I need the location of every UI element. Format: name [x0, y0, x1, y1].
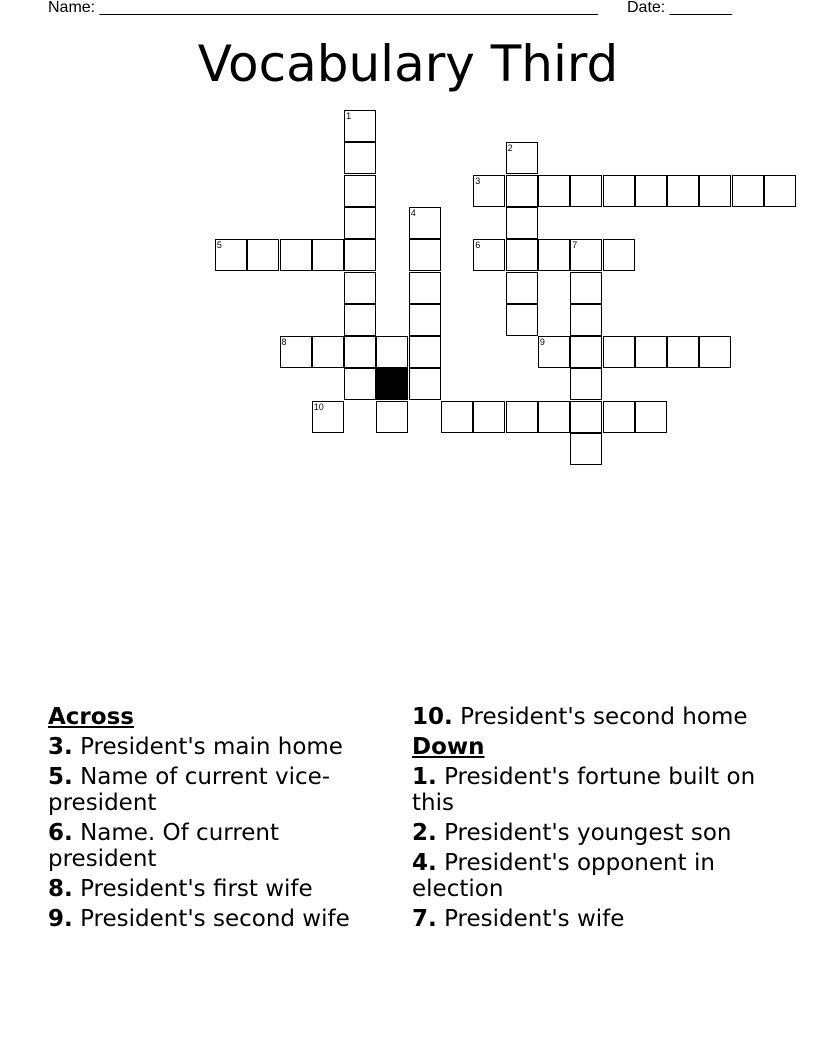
date-field[interactable]: Date: _______: [627, 0, 732, 16]
grid-cell[interactable]: [570, 304, 602, 336]
clue-number-label: 2: [507, 143, 513, 154]
grid-cell[interactable]: [473, 175, 505, 207]
grid-cell[interactable]: [344, 207, 376, 239]
clue-down-7: [412, 906, 782, 932]
grid-cell[interactable]: [538, 175, 570, 207]
grid-cell-black: [376, 368, 408, 400]
grid-cell[interactable]: [635, 175, 667, 207]
grid-cell[interactable]: [506, 142, 538, 174]
clue-number-label: 1: [346, 111, 352, 121]
clue-down-4: [412, 850, 782, 902]
clue-number: 2.: [412, 820, 437, 846]
clue-text: President's wife: [444, 906, 625, 932]
grid-cell[interactable]: [344, 175, 376, 207]
clue-number: 9.: [48, 906, 73, 932]
grid-cell[interactable]: [538, 401, 570, 433]
grid-cell[interactable]: [603, 401, 635, 433]
grid-cell[interactable]: [764, 175, 796, 207]
grid-cell[interactable]: [506, 401, 538, 433]
grid-cell[interactable]: [506, 175, 538, 207]
grid-cell[interactable]: [667, 175, 699, 207]
grid-cell[interactable]: [603, 175, 635, 207]
grid-cell[interactable]: [570, 175, 602, 207]
clue-across-10: [412, 704, 782, 730]
grid-cell[interactable]: [732, 175, 764, 207]
page-title: Vocabulary Third: [197, 35, 619, 93]
grid-cell[interactable]: [344, 304, 376, 336]
clue-number-label: 7: [572, 240, 578, 251]
clue-number-label: 5: [216, 240, 222, 251]
clue-number-label: 8: [281, 337, 287, 348]
clue-down-2: [412, 820, 782, 846]
grid-cell[interactable]: [538, 239, 570, 271]
clues-left-column: [48, 704, 388, 936]
grid-cell[interactable]: [215, 239, 247, 271]
grid-cell[interactable]: [344, 336, 376, 368]
clue-number: 4.: [412, 850, 437, 876]
grid-cell[interactable]: [473, 401, 505, 433]
grid-cell[interactable]: [312, 336, 344, 368]
clue-number-label: 6: [475, 240, 481, 251]
grid-cell[interactable]: [409, 239, 441, 271]
grid-cell[interactable]: [570, 368, 602, 400]
clue-text: President's fortune built on this: [412, 764, 756, 816]
clue-number: 10.: [412, 704, 453, 730]
clue-number: 1.: [412, 764, 437, 790]
grid-cell[interactable]: [409, 368, 441, 400]
clue-text: President's first wife: [80, 876, 313, 902]
grid-cell[interactable]: [344, 239, 376, 271]
clue-number: 7.: [412, 906, 437, 932]
clue-number: 5.: [48, 764, 73, 790]
grid-cell[interactable]: [409, 336, 441, 368]
across-heading: Across: [48, 704, 134, 730]
down-heading: Down: [412, 734, 485, 760]
grid-cell[interactable]: [603, 239, 635, 271]
grid-cell[interactable]: [699, 175, 731, 207]
grid-cell[interactable]: [344, 110, 376, 142]
grid-cell[interactable]: [635, 401, 667, 433]
clue-text: Name of current vice-president: [48, 764, 331, 816]
grid-cell[interactable]: [344, 368, 376, 400]
grid-cell[interactable]: [280, 336, 312, 368]
clue-number-label: 9: [539, 337, 545, 348]
clue-number: 6.: [48, 820, 73, 846]
clues-right-column: [412, 704, 782, 936]
grid-cell[interactable]: [570, 239, 602, 271]
clue-text: President's second home: [460, 704, 748, 730]
clue-across-9: [48, 906, 388, 932]
grid-cell[interactable]: [409, 272, 441, 304]
clue-text: President's youngest son: [444, 820, 732, 846]
grid-cell[interactable]: [312, 401, 344, 433]
grid-cell[interactable]: [538, 336, 570, 368]
clue-number-label: 3: [475, 175, 481, 186]
crossword-grid: [0, 0, 816, 480]
grid-cell[interactable]: [667, 336, 699, 368]
grid-cell[interactable]: [570, 433, 602, 465]
clue-number: 3.: [48, 734, 73, 760]
grid-cell[interactable]: [603, 336, 635, 368]
grid-cell[interactable]: [473, 239, 505, 271]
grid-cell[interactable]: [699, 336, 731, 368]
clue-text: President's opponent in election: [412, 850, 715, 902]
name-field[interactable]: Name: ________________________________________________________: [48, 0, 598, 16]
grid-cell[interactable]: [376, 336, 408, 368]
grid-cell[interactable]: [312, 239, 344, 271]
grid-cell[interactable]: [409, 304, 441, 336]
grid-cell[interactable]: [506, 272, 538, 304]
grid-cell[interactable]: [635, 336, 667, 368]
grid-cell[interactable]: [506, 239, 538, 271]
clue-number-label: 4: [410, 207, 416, 218]
grid-cell[interactable]: [570, 336, 602, 368]
clue-text: President's second wife: [80, 906, 350, 932]
grid-cell[interactable]: [570, 272, 602, 304]
grid-cell[interactable]: [344, 142, 376, 174]
clue-text: Name. Of current president: [48, 820, 280, 872]
grid-cell[interactable]: [570, 401, 602, 433]
grid-cell[interactable]: [506, 304, 538, 336]
grid-cell[interactable]: [344, 272, 376, 304]
grid-cell[interactable]: [376, 401, 408, 433]
clue-down-1: [412, 764, 782, 816]
grid-cell[interactable]: [409, 207, 441, 239]
clue-across-8: [48, 876, 388, 902]
clue-across-5: [48, 764, 388, 816]
clue-text: President's main home: [80, 734, 343, 760]
clue-across-6: [48, 820, 388, 872]
grid-cell[interactable]: [280, 239, 312, 271]
clue-across-3: [48, 734, 388, 760]
grid-cell[interactable]: [247, 239, 279, 271]
clue-number-label: 10: [313, 401, 324, 412]
grid-cell[interactable]: [506, 207, 538, 239]
clue-number: 8.: [48, 876, 73, 902]
grid-cell[interactable]: [441, 401, 473, 433]
